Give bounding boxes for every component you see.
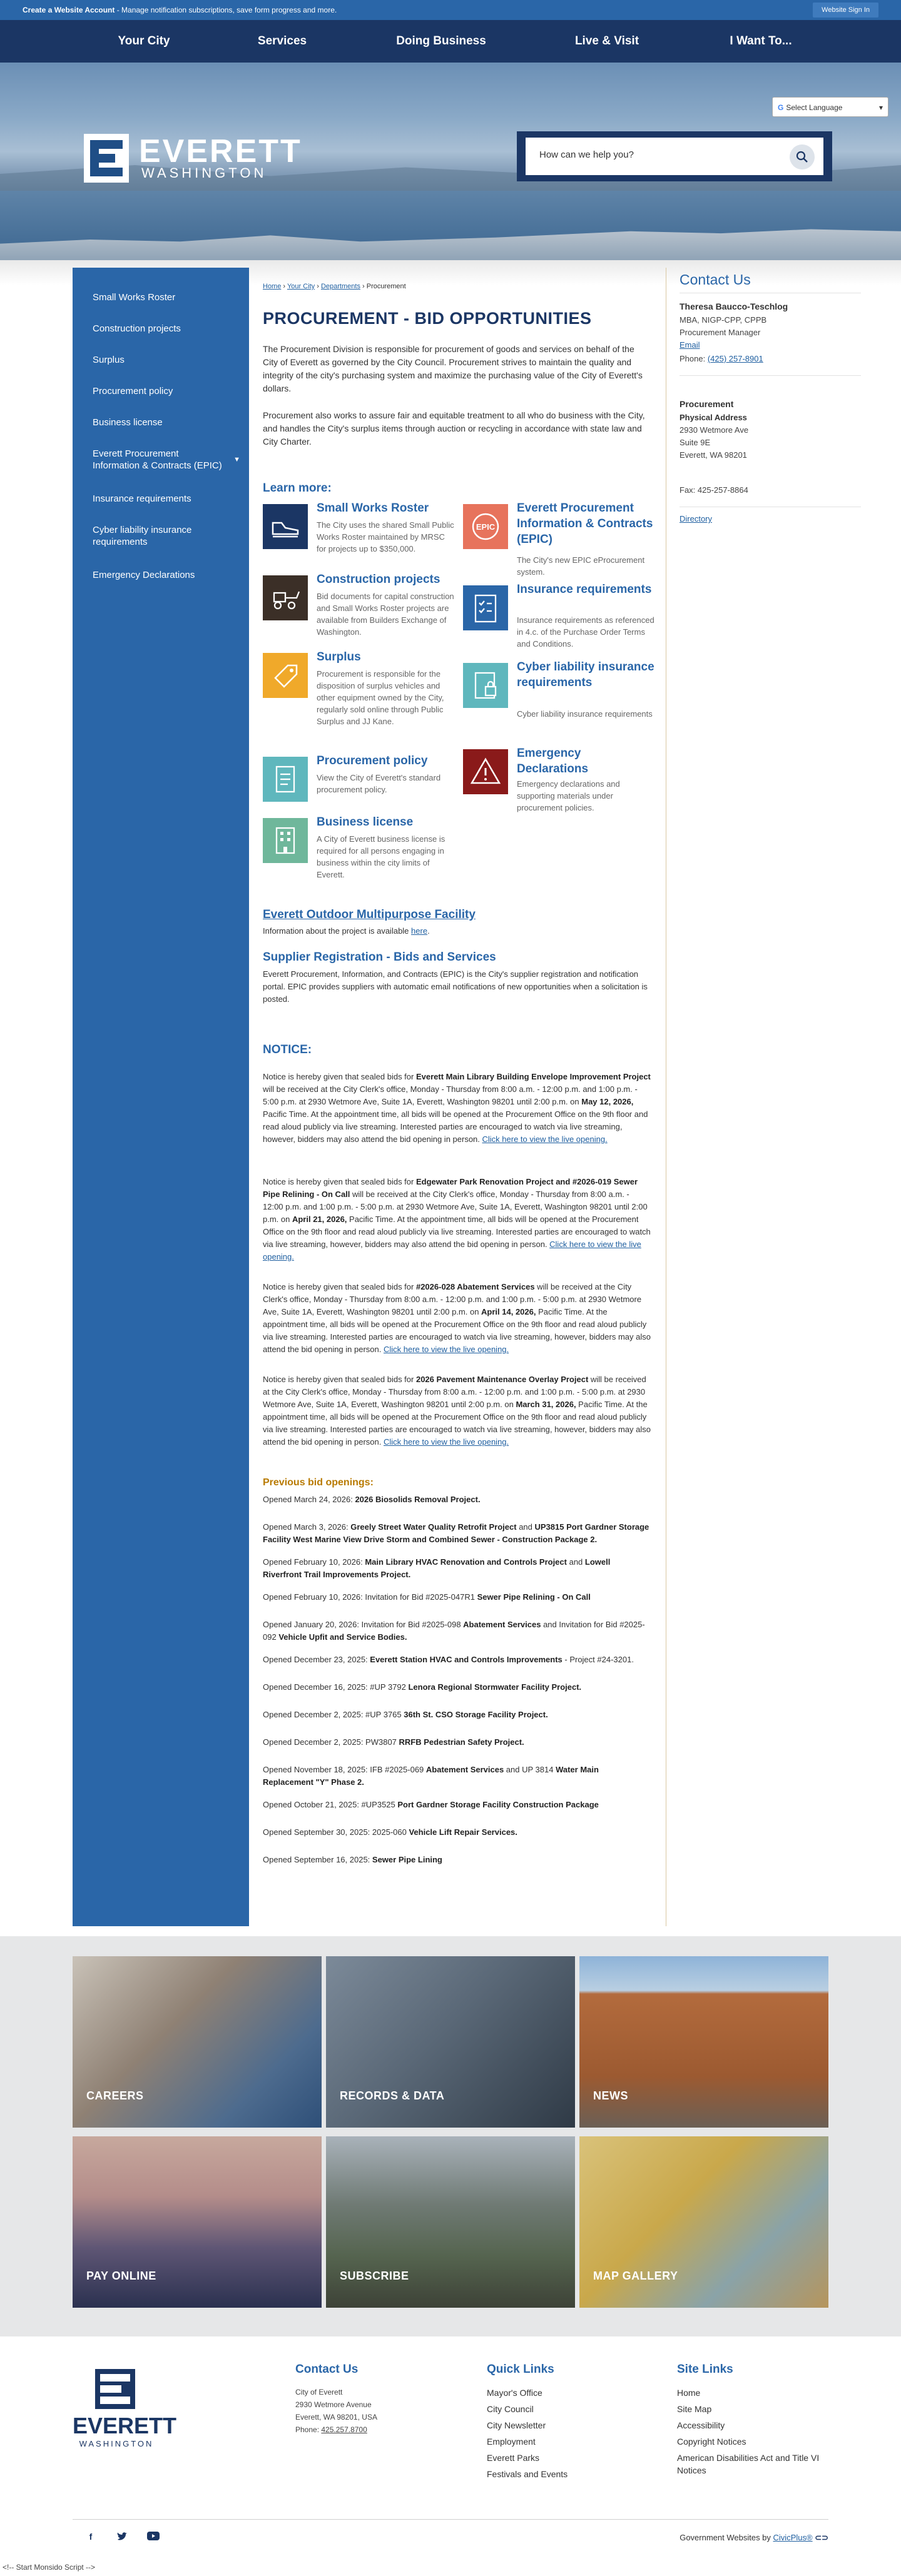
previous-opening-item: Opened December 16, 2025: #UP 3792 Lenora Regional Stormwater Facility Project. <box>263 1682 582 1692</box>
sidebar-item-surplus[interactable]: Surplus <box>93 355 125 365</box>
contact-address-line: Suite 9E <box>680 438 711 447</box>
tile-label: RECORDS & DATA <box>340 2089 445 2102</box>
learn-item-title: Everett Procurement Information & Contracts (EPIC) <box>517 502 653 546</box>
facility-text: Information about the project is available here. <box>263 926 430 936</box>
tile-label: PAY ONLINE <box>86 2270 156 2282</box>
tile-label: CAREERS <box>86 2089 144 2102</box>
main-nav <box>0 20 901 63</box>
logo-mark <box>84 134 129 183</box>
language-label: Select Language <box>786 103 843 112</box>
tile-subscribe[interactable] <box>326 2136 575 2308</box>
notification-text: - Manage notification subscriptions, save form progress and more. <box>115 6 337 14</box>
learn-item-desc: A City of Everett business license is required for all persons engaging in business within the city limits of Everett. <box>317 834 445 879</box>
footer-link-site-map[interactable]: Site Map <box>677 2404 712 2414</box>
monsido-script-comment: <!-- Start Monsido Script --> <box>3 2563 96 2572</box>
previous-opening-item: Opened December 23, 2025: Everett Station HVAC and Controls Improvements - Project #24-3201. <box>263 1655 634 1664</box>
contact-role: Procurement Manager <box>680 328 761 337</box>
footer-link-city-council[interactable]: City Council <box>487 2404 534 2414</box>
sidebar-item-procurement-policy[interactable]: Procurement policy <box>93 386 173 397</box>
civicplus-logo-icon: ⊂⊃ <box>815 2533 828 2542</box>
live-opening-link[interactable]: Click here to view the live opening. <box>383 1345 509 1354</box>
notice-paragraph: Notice is hereby given that sealed bids for Edgewater Park Renovation Project and #2026-019 Sewer Pipe Relining - On Call will be received at the City Clerk's office, Monday - Thursday from 8:00 a.m. - 12:00 p.m. and 1:00 p.m. - 5:00 p.m. at 2930 Wetmore Ave, Suite 1A, Everett, Washington 98201 until 2:00 p.m. on April 21, 2026, Pacific Time. At the appointment time, all bids will be opened at the Procurement Office on the 9th floor and read aloud publicly via live streaming. Interested parties are encouraged to watch via live streaming, however, bidders may also attend the bid opening in person. Click here to view the live opening. <box>263 1177 651 1261</box>
footer-logo[interactable] <box>73 2369 177 2463</box>
twitter-icon[interactable] <box>115 2532 129 2545</box>
nav-your-city[interactable]: Your City <box>118 34 170 48</box>
tile-label: MAP GALLERY <box>593 2270 678 2282</box>
civicplus-link[interactable]: CivicPlus® <box>773 2533 813 2542</box>
notification-bar <box>0 0 901 20</box>
directory-link[interactable]: Directory <box>680 514 713 523</box>
previous-opening-item: Opened February 10, 2026: Invitation for Bid #2025-047R1 Sewer Pipe Relining - On Call <box>263 1592 591 1602</box>
learn-item-desc: View the City of Everett's standard procurement policy. <box>317 773 441 794</box>
sidebar-nav <box>73 268 249 1926</box>
nav-i-want-to[interactable]: I Want To... <box>730 34 792 48</box>
nav-services[interactable]: Services <box>257 34 307 48</box>
sidebar-item-emergency-declarations[interactable]: Emergency Declarations <box>93 570 195 580</box>
footer-link-mayors-office[interactable]: Mayor's Office <box>487 2388 542 2398</box>
footer-contact-title: Contact Us <box>295 2363 359 2376</box>
learn-item-desc: Cyber liability insurance requirements <box>517 709 653 719</box>
breadcrumb-your-city[interactable]: Your City <box>287 283 315 290</box>
breadcrumb-current: Procurement <box>366 283 406 290</box>
learn-item-desc: Procurement is responsible for the disposition of surplus vehicles and other equipment owned by the City, regularly sold online through Public Surplus and JJ Kane. <box>317 669 444 726</box>
facility-here-link[interactable]: here <box>411 926 428 936</box>
footer-link-festivals-events[interactable]: Festivals and Events <box>487 2469 568 2479</box>
learn-item-title: Construction projects <box>317 573 440 586</box>
notification-message <box>23 6 337 14</box>
building-icon <box>263 818 308 863</box>
google-icon: G <box>778 103 784 112</box>
sidebar-item-business-license[interactable]: Business license <box>93 417 163 428</box>
chevron-down-icon: ▾ <box>878 103 883 112</box>
facility-heading-link[interactable]: Everett Outdoor Multipurpose Facility <box>263 908 476 921</box>
sidebar-item-insurance[interactable]: Insurance requirements <box>93 493 191 504</box>
footer-link-everett-parks[interactable]: Everett Parks <box>487 2453 540 2463</box>
civicplus-credit: Government Websites by CivicPlus® ⊂⊃ <box>680 2533 828 2542</box>
bulldozer-icon <box>263 575 308 620</box>
footer-logo-name: EVERETT <box>73 2413 177 2438</box>
epic-icon <box>463 504 508 549</box>
contact-department: Procurement <box>680 399 734 409</box>
tile-careers[interactable] <box>73 1956 322 2128</box>
learn-item-desc: The City's new EPIC eProcurement system. <box>517 555 645 577</box>
previous-opening-item: Opened December 2, 2025: PW3807 RRFB Pedestrian Safety Project. <box>263 1737 524 1747</box>
footer-logo-mark <box>95 2369 135 2409</box>
footer-logo-subtitle: WASHINGTON <box>79 2439 154 2448</box>
footer-address-line: City of Everett <box>295 2388 343 2397</box>
document-icon <box>263 757 308 802</box>
footer-address-line: Everett, WA 98201, USA <box>295 2413 377 2422</box>
nav-live-visit[interactable]: Live & Visit <box>574 34 639 48</box>
breadcrumb-home[interactable]: Home <box>263 283 282 290</box>
intro-paragraph-2: Procurement also works to assure fair and equitable treatment to all who do business with the City, and handles the City's surplus items through auction or recycling in accordance with state law and City Charter. <box>263 410 645 447</box>
search-input[interactable] <box>526 138 823 175</box>
contact-phone-link[interactable]: (425) 257-8901 <box>707 354 763 363</box>
footer-phone-link[interactable]: 425.257.8700 <box>321 2425 367 2434</box>
previous-opening-item: Opened March 24, 2026: 2026 Biosolids Removal Project. <box>263 1495 481 1504</box>
contact-address-line: Everett, WA 98201 <box>680 450 747 460</box>
footer-quick-links-title: Quick Links <box>487 2363 554 2376</box>
contact-title: Contact Us <box>680 271 751 288</box>
tile-map-gallery[interactable] <box>579 2136 828 2308</box>
supplier-text: Everett Procurement, Information, and Contracts (EPIC) is the City's supplier registration and notification portal. EPIC provides suppliers with automatic email notifications of new opportunities when a solicitation is posted. <box>263 969 648 1004</box>
search-icon <box>796 151 808 163</box>
learn-more-heading: Learn more: <box>263 482 332 495</box>
svg-text:EPIC: EPIC <box>476 522 496 532</box>
notice-heading: NOTICE: <box>263 1043 312 1056</box>
page-title: PROCUREMENT - BID OPPORTUNITIES <box>263 309 592 328</box>
sidebar-item-construction-projects[interactable]: Construction projects <box>93 323 181 334</box>
breadcrumb-separator: › <box>317 283 319 290</box>
footer-phone: Phone: 425.257.8700 <box>295 2425 367 2434</box>
footer-link-home[interactable]: Home <box>677 2388 701 2398</box>
previous-opening-item: Opened March 3, 2026: Greely Street Water Quality Retrofit Project and UP3815 Port Gardner Storage Facility West Marine View Drive Storm and Combined Sewer - Construction Package 2. <box>263 1522 649 1544</box>
live-opening-link[interactable]: Click here to view the live opening. <box>383 1437 509 1447</box>
breadcrumb <box>263 283 406 290</box>
previous-opening-item: Opened December 2, 2025: #UP 3765 36th St. CSO Storage Facility Project. <box>263 1710 548 1719</box>
tile-pay-online[interactable] <box>73 2136 322 2308</box>
notice-paragraph: Notice is hereby given that sealed bids for 2026 Pavement Maintenance Overlay Project will be received at the City Clerk's office, Monday - Thursday from 8:00 a.m. - 12:00 p.m. and 1:00 p.m. - 5:00 p.m. at 2930 Wetmore Ave, Suite 1A, Everett, Washington 98201 until 2:00 p.m. on March 31, 2026, Pacific Time. At the appointment time, all bids will be opened at the Procurement Office on the 9th floor and read aloud publicly via live streaming. Interested parties are encouraged to watch via live streaming, however, bidders may also attend the bid opening in person. Click here to view the live opening. <box>263 1375 651 1447</box>
sidebar-item-label: Everett Procurement Information & Contracts (EPIC) <box>93 448 222 471</box>
previous-opening-item: Opened November 18, 2025: IFB #2025-069 Abatement Services and UP 3814 Water Main Replacement "Y" Phase 2. <box>263 1765 599 1787</box>
contact-credentials: MBA, NIGP-CPP, CPPB <box>680 315 767 325</box>
breadcrumb-separator: › <box>362 283 365 290</box>
previous-opening-item: Opened January 20, 2026: Invitation for Bid #2025-098 Abatement Services and Invitation for Bid #2025-092 Vehicle Upfit and Service Bodies. <box>263 1620 645 1642</box>
contact-name: Theresa Baucco-Teschlog <box>680 301 788 311</box>
tag-icon <box>263 653 308 698</box>
sign-in-button[interactable]: Website Sign In <box>813 3 878 18</box>
divider <box>680 375 861 376</box>
nav-doing-business[interactable]: Doing Business <box>396 34 486 48</box>
facebook-icon[interactable]: f <box>89 2532 93 2542</box>
learn-item-title: Small Works Roster <box>317 502 429 515</box>
language-select[interactable] <box>772 97 888 117</box>
footer-link-copyright[interactable]: Copyright Notices <box>677 2437 746 2447</box>
contact-email-link[interactable]: Email <box>680 340 700 350</box>
quick-tiles <box>0 1936 901 2336</box>
live-opening-link[interactable]: Click here to view the live opening. <box>263 1240 641 1261</box>
breadcrumb-departments[interactable]: Departments <box>320 283 360 290</box>
logo-subtitle: WASHINGTON <box>141 165 267 181</box>
sidebar-item-cyber-insurance[interactable]: Cyber liability insurance requirements <box>93 525 192 547</box>
site-footer <box>0 2336 901 2576</box>
warning-icon <box>463 749 508 794</box>
city-logo[interactable] <box>84 134 304 184</box>
notice-paragraph: Notice is hereby given that sealed bids for #2026-028 Abatement Services will be received at the City Clerk's office, Monday - Thursday from 8:00 a.m. - 12:00 p.m. and 1:00 p.m. - 5:00 p.m. at 2930 Wetmore Ave, Suite 1A, Everett, Washington 98201 until 2:00 p.m. on April 14, 2026, Pacific Time. At the appointment time, all bids will be opened at the Procurement Office on the 9th floor and read aloud publicly via live streaming. Interested parties are encouraged to watch via live streaming, however, bidders may also attend the bid opening in person. Click here to view the live opening. <box>263 1282 651 1354</box>
learn-item-title: Procurement policy <box>317 754 428 767</box>
learn-item-title: Emergency Declarations <box>517 747 589 775</box>
previous-opening-item: Opened September 30, 2025: 2025-060 Vehicle Lift Repair Services. <box>263 1827 517 1837</box>
tile-news[interactable] <box>579 1956 828 2128</box>
tile-label: NEWS <box>593 2089 628 2102</box>
footer-address-line: 2930 Wetmore Avenue <box>295 2400 372 2409</box>
chevron-down-icon[interactable]: ▼ <box>233 456 240 463</box>
breadcrumb-separator: › <box>283 283 286 290</box>
youtube-icon[interactable] <box>146 2532 160 2545</box>
search-button[interactable] <box>790 144 815 169</box>
contact-address-label: Physical Address <box>680 413 747 422</box>
footer-link-accessibility[interactable]: Accessibility <box>677 2420 725 2430</box>
footer-link-ada-notices[interactable]: American Disabilities Act and Title VI Notices <box>677 2453 820 2475</box>
search-placeholder: How can we help you? <box>539 149 634 160</box>
notice-paragraph: Notice is hereby given that sealed bids for Everett Main Library Building Envelope Improvement Project will be received at the City Clerk's office, Monday - Thursday from 8:00 a.m. - 12:00 p.m. and 1:00 p.m. - 5:00 p.m. at 2930 Wetmore Ave, Suite 1A, Everett, Washington 98201 until 2:00 p.m. on May 12, 2026, Pacific Time. At the appointment time, all bids will be opened at the Procurement Office on the 9th floor and read aloud publicly via live streaming. Interested parties are encouraged to watch via live streaming, however, bidders may also attend the bid opening in person. Click here to view the live opening. <box>263 1072 651 1144</box>
previous-opening-item: Opened October 21, 2025: #UP3525 Port Gardner Storage Facility Construction Package <box>263 1800 599 1809</box>
sidebar-item-epic[interactable] <box>73 448 249 472</box>
shoe-icon <box>263 504 308 549</box>
learn-item-desc: Insurance requirements as referenced in 4.c. of the Purchase Order Terms and Conditions. <box>517 615 654 649</box>
previous-openings-heading: Previous bid openings: <box>263 1477 374 1488</box>
live-opening-link[interactable]: Click here to view the live opening. <box>482 1134 608 1144</box>
learn-item-title: Surplus <box>317 650 361 664</box>
learn-item-title: Business license <box>317 816 414 829</box>
learn-item-desc: Emergency declarations and supporting materials under procurement policies. <box>517 779 620 812</box>
sidebar-item-small-works-roster[interactable]: Small Works Roster <box>93 292 176 303</box>
secure-document-icon <box>463 663 508 708</box>
checklist-icon <box>463 585 508 630</box>
learn-item-title: Cyber liability insurance requirements <box>517 660 654 689</box>
tile-label: SUBSCRIBE <box>340 2270 409 2282</box>
create-account-link[interactable]: Create a Website Account <box>23 6 115 14</box>
contact-phone: Phone: (425) 257-8901 <box>680 354 763 363</box>
intro-paragraph-1: The Procurement Division is responsible for procurement of goods and services on behalf of the City of Everett as governed by the City Council. Procurement strives to maintain the quality and integrity of the city's purchasing system and maximize the purchasing value of the City of Everett's dollars. <box>263 344 643 393</box>
site-search <box>517 131 832 181</box>
previous-opening-item: Opened February 10, 2026: Main Library HVAC Renovation and Controls Project and Lowell Riverfront Trail Improvements Project. <box>263 1557 611 1579</box>
previous-opening-item: Opened September 16, 2025: Sewer Pipe Lining <box>263 1855 442 1864</box>
footer-link-employment[interactable]: Employment <box>487 2437 536 2447</box>
footer-divider <box>73 2519 828 2520</box>
learn-item-desc: The City uses the shared Small Public Works Roster maintained by MRSC for projects up to $350,000. <box>317 520 454 553</box>
supplier-heading: Supplier Registration - Bids and Services <box>263 951 496 964</box>
footer-link-city-newsletter[interactable]: City Newsletter <box>487 2420 546 2430</box>
footer-site-links-title: Site Links <box>677 2363 733 2376</box>
contact-fax: Fax: 425-257-8864 <box>680 485 748 495</box>
contact-address-line: 2930 Wetmore Ave <box>680 425 749 435</box>
tile-records-data[interactable] <box>326 1956 575 2128</box>
logo-name: EVERETT <box>139 133 302 169</box>
learn-item-title: Insurance requirements <box>517 583 652 596</box>
learn-item-desc: Bid documents for capital construction and Small Works Roster projects are available from Builders Exchange of Washington. <box>317 592 454 637</box>
